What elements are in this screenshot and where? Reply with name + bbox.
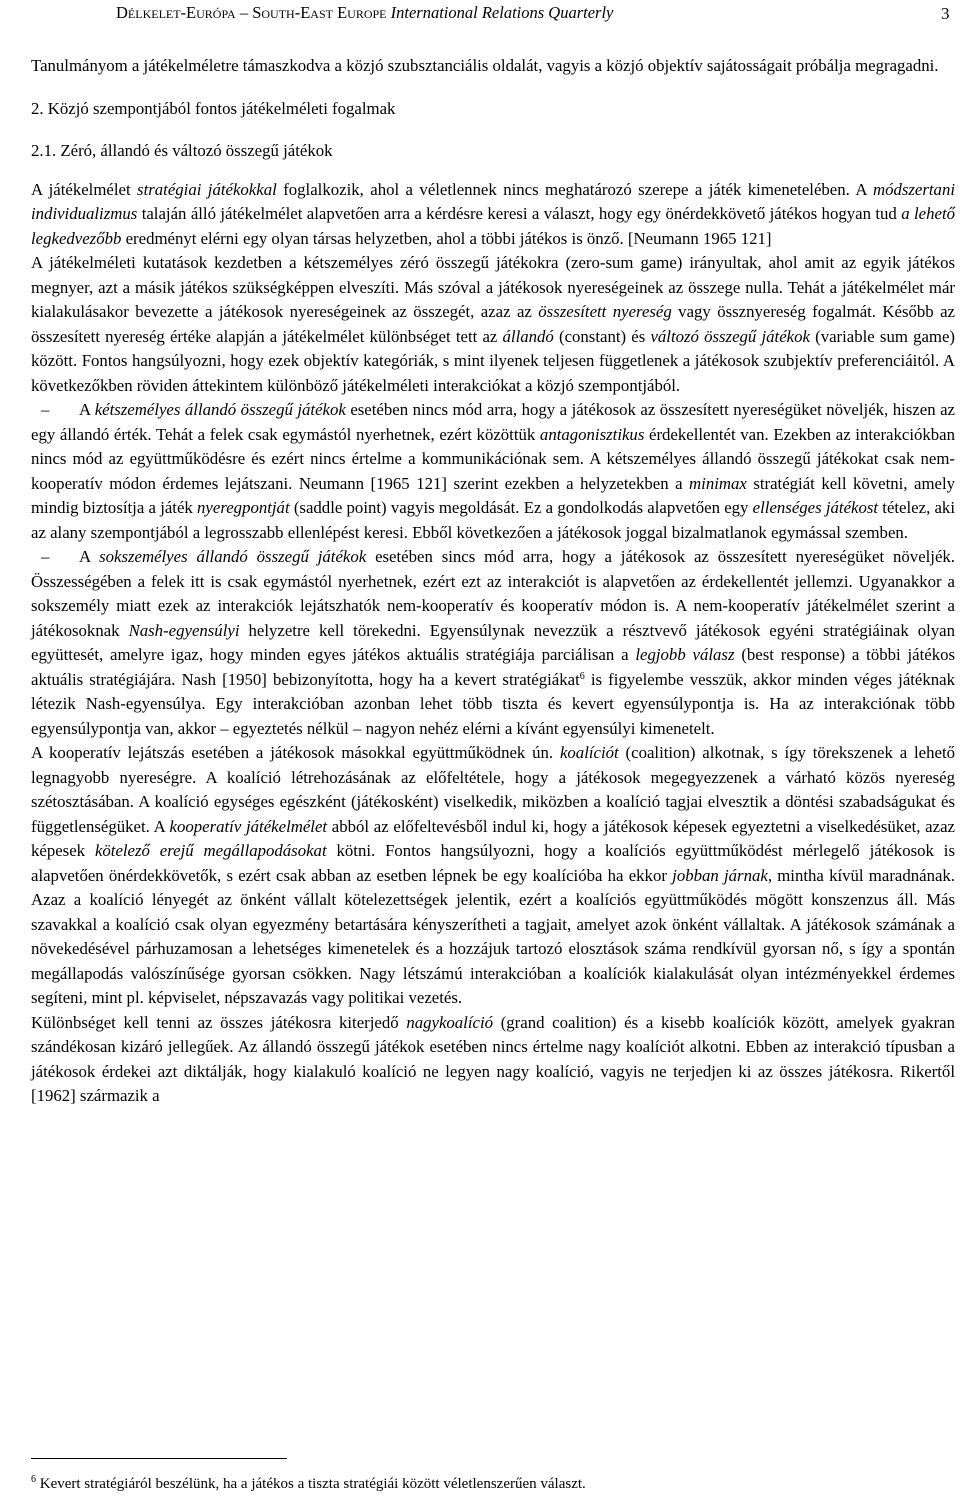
footnote-number: 6 xyxy=(31,1474,36,1485)
paragraph-2: A játékelméleti kutatások kezdetben a kétszemélyes zéró összegű játékokra (zero-sum game) irányultak, ahol amit az egyik játékos megnyer, azt a másik játékos szükségképpen elveszíti. Más szóval a játékosok nyereségeinek az összege nulla. Tehát a játékelmélet már kialakulásakor bevezette a játékosok nyereségeinek az összegét, azaz az összesített nyereség vagy össznyereség fogalmát. Később az összesített nyereség értéke alapján a játékelmélet különbséget tett az állandó (constant) és változó összegű játékok (variable sum game) között. Fontos hangsúlyozni, hogy ezek objektív kategóriák, s mint ilyenek teljesen függetlenek a játékosok szubjektív preferenciáitól. A következőkben röviden áttekintem különböző játékelméleti interakciókat a közjó szempontjából. xyxy=(31,253,956,395)
journal-subtitle: International Relations Quarterly xyxy=(390,3,614,22)
running-head xyxy=(116,2,916,24)
subsection-heading: 2.1. Zéró, állandó és változó összegű játékok xyxy=(31,141,333,160)
footnote-divider xyxy=(31,1458,287,1459)
paragraph-4: Különbséget kell tenni az összes játékosra kiterjedő nagykoalíció (grand coalition) és a kisebb koalíciók között, amelyek gyakran szándékosan kizáró jellegűek. Az állandó összegű játékok esetében nincs értelme nagy koalíciót alkotni. Ebben az interakció típusban a játékosok érdekei azt diktálják, hogy kialakuló koalíció ne legyen nagy koalíció, vagyis ne terjedjen ki az összes játékosra. Rikertől [1962] származik a xyxy=(31,1012,955,1105)
article-body xyxy=(31,54,955,1109)
footnote-ref: 6 xyxy=(579,670,585,682)
footnote xyxy=(31,1474,586,1494)
journal-title: Délkelet-Európa – South-East Europe xyxy=(116,3,387,22)
dash-item-two-person: – A kétszemélyes állandó összegű játékok esetében nincs mód arra, hogy a játékosok az összesített nyereségüket növeljék, hiszen az egy állandó érték. Tehát a felek csak egymástól nyerhetnek, ezért közöttük antagonisztikus érdekellentét van. Ezekben az interakciókban nincs mód az együttműködésre és ezért nincs értelme a kommunikációnak sem. A kétszemélyes állandó összegű játékokat csak nem-kooperatív módon érdemes lejátszani. Neumann [1965 121] szerint ezekben a helyzetekben a minimax stratégiát kell követni, amely mindig biztosítja a játék nyeregpontját (saddle point) vagyis megoldását. Ez a gondolkodás alapvetően egy ellenséges játékost tételez, aki az alany szempontjából a legrosszabb ellenlépést keresi. Ebből következően a játékosok joggal bizalmatlanok egymással szemben. xyxy=(31,400,956,542)
footnote-text: Kevert stratégiáról beszélünk, ha a játékos a tiszta stratégiái között véletlenszerűen választ. xyxy=(36,1476,586,1492)
section-heading: 2. Közjó szempontjából fontos játékelméleti fogalmak xyxy=(31,98,396,118)
dash-marker: – xyxy=(41,400,50,419)
dash-item-multi-person: – A sokszemélyes állandó összegű játékok esetében sincs mód arra, hogy a játékosok az összesített nyereségüket növeljék. Összességében a felek itt is csak egymástól nyerhetnek, ezért ezt az interakciót is alapvetően az érdekellentét jellemzi. Ugyanakkor a sokszemély miatt ezek az interakciók lejátszhatók nem-kooperatív és kooperatív módon is. A nem-kooperatív játékelmélet szerint a játékosoknak Nash-egyensúlyi helyzetre kell törekedni. Egyensúlynak nevezzük a résztvevő játékosok egyéni stratégiáinak olyan együttesét, amelyre igaz, hogy minden egyes játékos aktuális stratégiája parciálisan a legjobb válasz (best response) a többi játékos aktuális stratégiájára. Nash [1950] bebizonyította, hogy ha a kevert stratégiákat$^6$ is figyelembe vesszük, akkor minden véges játéknak létezik Nash-egyensúlya. Egy interakcióban azonban lehet több tiszta és kevert egyensúlypontja is. Ha az interakciónak több egyensúlypontja van, akkor – egyeztetés nélkül – nagyon nehéz elérni a kívánt egyensúlyi kimenetelt. xyxy=(31,547,956,738)
paragraph-3: A kooperatív lejátszás esetében a játékosok másokkal együttműködnek ún. koalíciót (coalition) alkotnak, s így törekszenek a lehető legnagyobb nyereségre. A koalíció létrehozásának az előfeltétele, hogy a játékosok megegyezzenek a várható közös nyereség szétosztásában. A koalíció egységes egészként (játékosként) viselkedik, miközben a koalíció tagjai elvesztik a döntési szabadságukat és függetlenségüket. A kooperatív játékelmélet abból az előfeltevésből indul ki, hogy a játékosok képesek egyeztetni a viselkedésüket, azaz képesek kötelező erejű megállapodásokat kötni. Fontos hangsúlyozni, hogy a koalíciós együttműködést mérlegelő játékosok is alapvetően önérdekkövetők, s ezért csak abban az esetben lépnek be egy koalícióba ha ekkor jobban járnak, mintha kívül maradnának. Azaz a koalíció lényegét az önként vállalt kötelezettségek jelentik, ezért a koalíciós együttműködés mögött konszenzus áll. Más szavakkal a koalíció csak olyan egyezmény betartására kényszerítheti a tagjait, amelyet azok önként vállaltak. A játékosok számának a növekedésével párhuzamosan a lehetséges kimenetelek és a hozzájuk tartozó elosztások száma rendkívül gyorsan nő, s így a spontán megállapodás valószínűsége gyorsan csökken. Nagy létszámú interakcióban a koalíciók kialakulását olyan intézményekkel érdemes segíteni, mint pl. képviselet, népszavazás vagy politikai vezetés. xyxy=(31,743,956,1007)
paragraph-1: A játékelmélet stratégiai játékokkal foglalkozik, ahol a véletlennek nincs meghatározó szerepe a játék kimenetelében. A módszertani individualizmus talaján álló játékelmélet alapvetően arra a kérdésre keresi a választ, hogy egy önérdekkövető játékos hogyan tud a lehető legkedvezőbb eredményt elérni egy olyan társas helyzetben, ahol a többi játékos is önző. [Neumann 1965 121] xyxy=(31,179,955,248)
dash-marker: – xyxy=(41,547,50,566)
page-number: 3 xyxy=(941,4,950,23)
intro-paragraph: Tanulmányom a játékelméletre támaszkodva a közjó szubsztanciális oldalát, vagyis a közjó objektív sajátosságait próbálja megragadni. xyxy=(31,56,939,75)
